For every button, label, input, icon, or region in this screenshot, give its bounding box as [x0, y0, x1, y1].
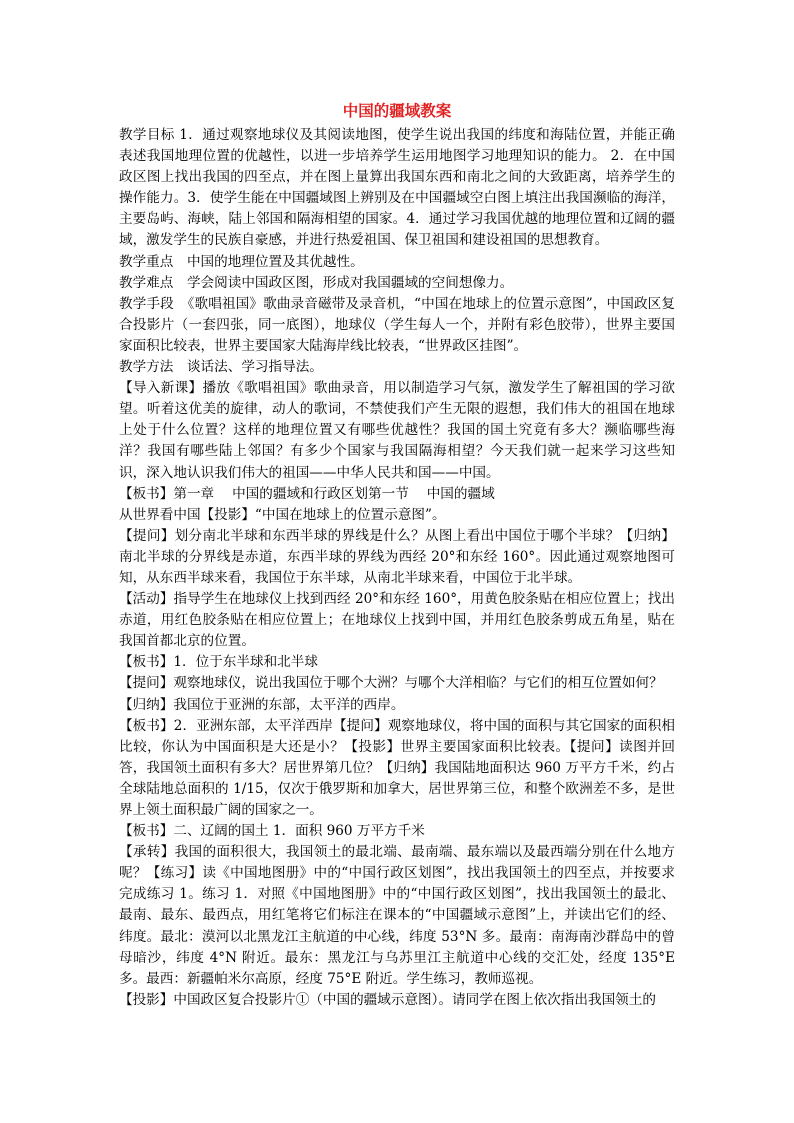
paragraph-question-continent: 【提问】观察地球仪，说出我国位于哪个大洲？与哪个大洋相临？与它们的相互位置如何？: [119, 675, 663, 692]
paragraph-teaching-objectives: 教学目标 1．通过观察地球仪及其阅读地图，使学生说出我国的纬度和海陆位置，并能正确表述我国地理位置的优越性，以进一步培养学生运用地图学习地理知识的能力。 2．在中国政区图上找出我国的四至点，并在图上量算出我国东西和南北之间的大致距离，培养学生的操作能力。3．使学生能在中国疆域图上辨别及在中国疆域空白图上填注出我国濒临的海洋，主要岛屿、海峡，陆上邻国和隔海相望的国家。4．通过学习我国优越的地理位置和辽阔的疆域，激发学生的民族自豪感，并进行热爱祖国、保卫祖国和建设祖国的思想教育。: [119, 127, 675, 249]
paragraph-question-hemisphere: 【提问】划分南北半球和东西半球的界线是什么？从图上看出中国位于哪个半球？【归纳】南北半球的分界线是赤道，东西半球的界线为西经 20°和东经 160°。因此通过观察地图可知，从东西半球来看，我国位于东半球，从南北半球来看，中国位于北半球。: [119, 527, 675, 586]
paragraph-activity-globe: 【活动】指导学生在地球仪上找到西经 20°和东经 160°，用黄色胶条贴在相应位置上；找出赤道，用红色胶条贴在相应位置上；在地球仪上找到中国，并用红色胶条剪成五角星，贴在我国首都北京的位置。: [119, 591, 675, 650]
paragraph-introduction: 【导入新课】播放《歌唱祖国》歌曲录音，用以制造学习气氛，激发学生了解祖国的学习欲望。听着这优美的旋律，动人的歌词，不禁使我们产生无限的遐想，我们伟大的祖国在地球上处于什么位置？这样的地理位置又有哪些优越性？我国的国土究竟有多大？濒临哪些海洋？我国有哪些陆上邻国？有多少个国家与我国隔海相望？今天我们就一起来学习这些知识，深入地认识我们伟大的祖国——中华人民共和国——中国。: [119, 380, 675, 481]
paragraph-teaching-means: 教学手段 《歌唱祖国》歌曲录音磁带及录音机，“中国在地球上的位置示意图”，中国政区复合投影片（一套四张，同一底图），地球仪（学生每人一个，并附有彩色胶带），世界主要国家面积比较表，世界主要国家大陆海岸线比较表，“世界政区挂图”。: [119, 295, 675, 354]
paragraph-world-view: 从世界看中国【投影】“中国在地球上的位置示意图”。: [119, 506, 446, 523]
paragraph-board-territory: 【板书】二、辽阔的国土 1．面积 960 万平方千米: [119, 823, 425, 840]
paragraph-board-area: 【板书】2．亚洲东部，太平洋西岸【提问】观察地球仪，将中国的面积与其它国家的面积相比较，你认为中国面积是大还是小？【投影】世界主要国家面积比较表。【提问】读图并回答，我国领土面积有多大？居世界第几位？【归纳】我国陆地面积达 960 万平方千米，约占全球陆地总面积的 1/15，仅次于俄罗斯和加拿大，居世界第三位，和整个欧洲差不多，是世界上领土面积最广阔的国家之一。: [119, 717, 675, 818]
paragraph-exercise-extremes: 【承转】我国的面积很大，我国领土的最北端、最南端、最东端以及最西端分别在什么地方呢？【练习】读《中国地图册》中的“中国行政区划图”，找出我国领土的四至点，并按要求完成练习 1。练习 1．对照《中国地图册》中的“中国行政区划图”，找出我国领土的最北、最南、最东、最西点，用红笔将它们标注在课本的“中国疆域示意图”上，并读出它们的经、纬度。最北：漠河以北黑龙江主航道的中心线，纬度 53°N 多。最南：南海南沙群岛中的曾母暗沙，纬度 4°N 附近。最东：黑龙江与乌苏里江主航道中心线的交汇处，经度 135°E 多。最西：新疆帕米尔高原，经度 75°E 附近。学生练习，教师巡视。: [119, 844, 675, 987]
document-title: 中国的疆域教案: [342, 101, 452, 120]
paragraph-board-chapter: 【板书】第一章 中国的疆域和行政区划第一节 中国的疆域: [119, 485, 495, 502]
paragraph-key-points: 教学重点 中国的地理位置及其优越性。: [119, 253, 364, 270]
paragraph-teaching-methods: 教学方法 谈话法、学习指导法。: [119, 359, 323, 376]
paragraph-board-hemisphere: 【板书】1．位于东半球和北半球: [119, 654, 318, 671]
paragraph-projection: 【投影】中国政区复合投影片①（中国的疆域示意图）。请同学在图上依次指出我国领土的: [119, 991, 656, 1008]
document-page: [119, 100, 675, 1011]
paragraph-summary-asia: 【归纳】我国位于亚洲的东部，太平洋的西岸。: [119, 696, 405, 713]
paragraph-difficulties: 教学难点 学会阅读中国政区图，形成对我国疆域的空间想像力。: [119, 274, 514, 291]
